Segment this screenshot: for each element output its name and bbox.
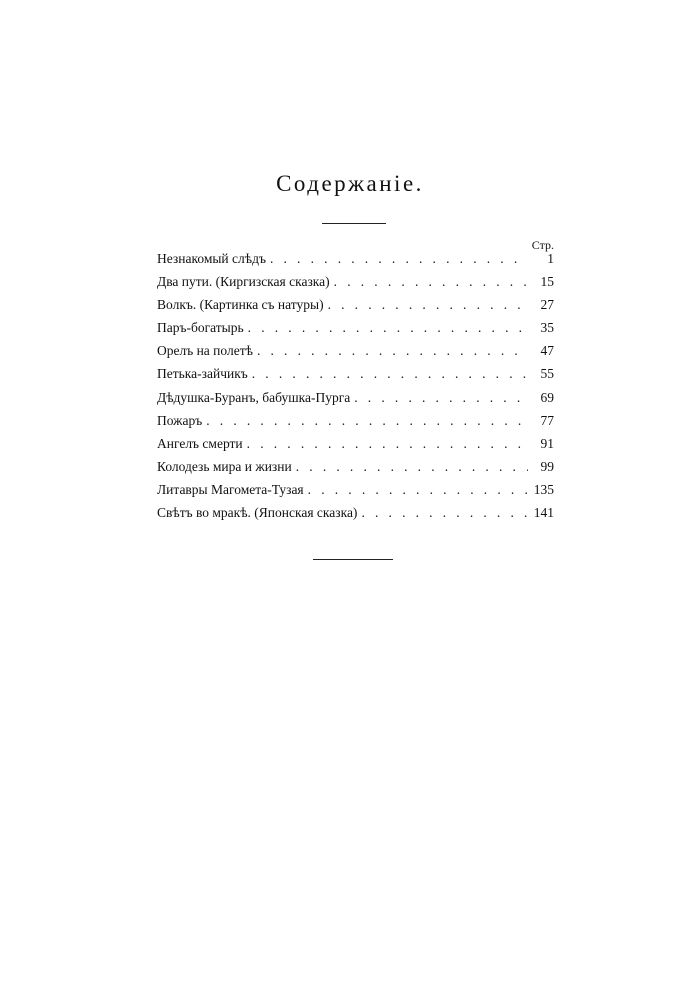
toc-leader-dots	[247, 436, 528, 452]
toc-entry	[157, 413, 554, 436]
toc-entry	[157, 459, 554, 482]
toc-entry-title: Орелъ на полетѣ	[157, 343, 253, 359]
toc-entry-page: 141	[533, 505, 554, 521]
toc-entry-page: 69	[540, 389, 554, 405]
toc-entry	[157, 482, 554, 505]
closing-divider	[313, 559, 393, 560]
toc-entry	[157, 251, 554, 274]
toc-leader-dots	[252, 366, 528, 382]
toc-entry-page: 55	[540, 366, 554, 382]
toc-entry-title: Волкъ. (Картинка съ натуры)	[157, 297, 324, 313]
table-of-contents	[157, 251, 554, 528]
toc-entry-title: Колодезь мира и жизни	[157, 458, 292, 474]
title-divider	[322, 223, 386, 224]
toc-entry-title: Ангелъ смерти	[157, 435, 243, 451]
toc-entry	[157, 390, 554, 413]
toc-entry-page: 47	[540, 343, 554, 359]
toc-entry	[157, 274, 554, 297]
toc-entry-title: Свѣтъ во мракѣ. (Японская сказка)	[157, 505, 358, 521]
toc-leader-dots	[206, 413, 528, 429]
toc-entry	[157, 505, 554, 528]
toc-entry-page: 135	[533, 481, 554, 497]
toc-entry	[157, 436, 554, 459]
toc-entry-page: 91	[540, 435, 554, 451]
toc-leader-dots	[334, 274, 528, 290]
toc-leader-dots	[270, 251, 528, 267]
page-title: Содержаніе.	[276, 171, 424, 196]
toc-entry-title: Паръ-богатырь	[157, 320, 244, 336]
toc-leader-dots	[296, 459, 528, 475]
toc-entry-page: 99	[540, 458, 554, 474]
toc-entry-title: Два пути. (Киргизская сказка)	[157, 274, 330, 290]
toc-entry-title: Пожаръ	[157, 412, 203, 428]
toc-leader-dots	[257, 343, 528, 359]
toc-entry-title: Петька-зайчикъ	[157, 366, 248, 382]
toc-entry-page: 35	[540, 320, 554, 336]
toc-entry	[157, 297, 554, 320]
toc-entry-title: Дѣдушка-Буранъ, бабушка-Пурга	[157, 389, 351, 405]
toc-entry	[157, 366, 554, 389]
toc-entry-page: 1	[547, 251, 554, 266]
toc-leader-dots	[361, 505, 527, 521]
toc-leader-dots	[308, 482, 528, 498]
toc-leader-dots	[354, 390, 528, 406]
toc-entry	[157, 343, 554, 366]
toc-leader-dots	[248, 320, 528, 336]
toc-entry-title: Незнакомый слѣдъ	[157, 251, 266, 266]
toc-leader-dots	[328, 297, 528, 313]
toc-entry-title: Литавры Магомета-Тузая	[157, 481, 304, 497]
toc-entry-page: 27	[540, 297, 554, 313]
toc-entry	[157, 320, 554, 343]
page-column-label: Стр.	[531, 238, 554, 252]
toc-entry-page: 77	[540, 412, 554, 428]
toc-entry-page: 15	[540, 274, 554, 290]
